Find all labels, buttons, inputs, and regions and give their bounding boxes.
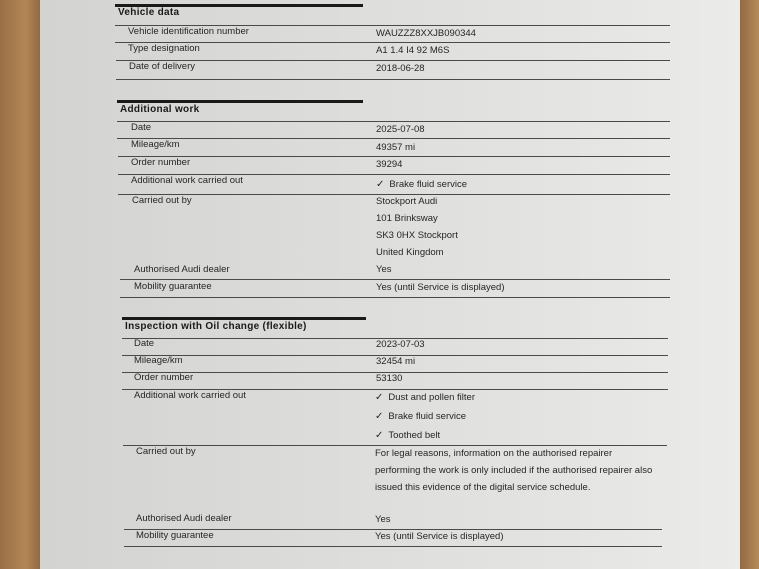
row-value: 39294 <box>376 159 403 170</box>
divider <box>118 156 670 157</box>
divider <box>124 546 662 547</box>
divider <box>117 121 670 122</box>
row-label: Mileage/km <box>134 355 183 366</box>
section-title: Vehicle data <box>118 7 180 18</box>
section-title: Inspection with Oil change (flexible) <box>125 321 307 332</box>
row-label: Date of delivery <box>129 61 196 72</box>
row-value: 53130 <box>376 373 403 384</box>
row-label: Order number <box>134 372 194 383</box>
divider <box>120 279 670 280</box>
row-label: Type designation <box>128 43 200 54</box>
row-label: Date <box>131 122 152 133</box>
row-value: 2018-06-28 <box>376 63 425 74</box>
address-line: SK3 0HX Stockport <box>376 230 458 241</box>
row-label: Authorised Audi dealer <box>134 264 230 275</box>
address-line: 101 Brinksway <box>376 213 438 224</box>
row-value: 2023-07-03 <box>376 339 425 350</box>
work-item-label: Toothed belt <box>388 430 441 441</box>
row-label: Mobility guarantee <box>136 530 214 541</box>
work-item <box>375 411 466 423</box>
row-label: Carried out by <box>136 446 196 457</box>
divider <box>120 297 670 298</box>
row-label: Date <box>134 338 155 349</box>
work-item-label: Brake fluid service <box>389 179 468 190</box>
address-line: United Kingdom <box>376 247 444 258</box>
work-item-label: Dust and pollen filter <box>388 392 475 403</box>
wood-background-right <box>737 0 759 569</box>
row-label: Carried out by <box>132 195 192 206</box>
divider <box>117 138 670 139</box>
row-label: Mileage/km <box>131 139 180 150</box>
divider <box>116 79 670 80</box>
row-value: A1 1.4 I4 92 M6S <box>376 45 450 56</box>
row-value: 2025-07-08 <box>376 124 425 135</box>
work-item <box>376 179 467 191</box>
check-icon: ✓ <box>375 392 384 403</box>
row-value: 49357 mi <box>376 142 416 153</box>
row-label: Order number <box>131 157 191 168</box>
check-icon: ✓ <box>375 411 384 422</box>
row-value: Yes <box>375 514 391 525</box>
row-label: Mobility guarantee <box>134 281 212 292</box>
row-label: Authorised Audi dealer <box>136 513 232 524</box>
divider <box>123 445 667 446</box>
work-item-label: Brake fluid service <box>388 411 467 422</box>
check-icon: ✓ <box>376 179 385 190</box>
row-value: Yes <box>376 264 392 275</box>
section-bar <box>122 317 366 320</box>
legal-note-line: performing the work is only included if the authorised repairer also <box>375 465 653 476</box>
row-label: Additional work carried out <box>134 390 246 401</box>
divider <box>118 194 670 195</box>
row-label: Additional work carried out <box>131 175 243 186</box>
legal-note-line: For legal reasons, information on the authorised repairer <box>375 448 613 459</box>
row-value: 32454 mi <box>376 356 416 367</box>
work-item <box>375 392 475 404</box>
wood-background-left <box>0 0 42 569</box>
address-line: Stockport Audi <box>376 196 438 207</box>
divider <box>116 60 670 61</box>
section-title: Additional work <box>120 104 200 115</box>
row-label: Vehicle identification number <box>128 26 249 37</box>
check-icon: ✓ <box>375 430 384 441</box>
row-value: Yes (until Service is displayed) <box>375 531 504 542</box>
row-value: Yes (until Service is displayed) <box>376 282 505 293</box>
section-bar <box>117 100 363 103</box>
row-value: WAUZZZ8XXJB090344 <box>376 28 476 39</box>
legal-note-line: issued this evidence of the digital service schedule. <box>375 482 591 493</box>
work-item <box>375 430 440 442</box>
